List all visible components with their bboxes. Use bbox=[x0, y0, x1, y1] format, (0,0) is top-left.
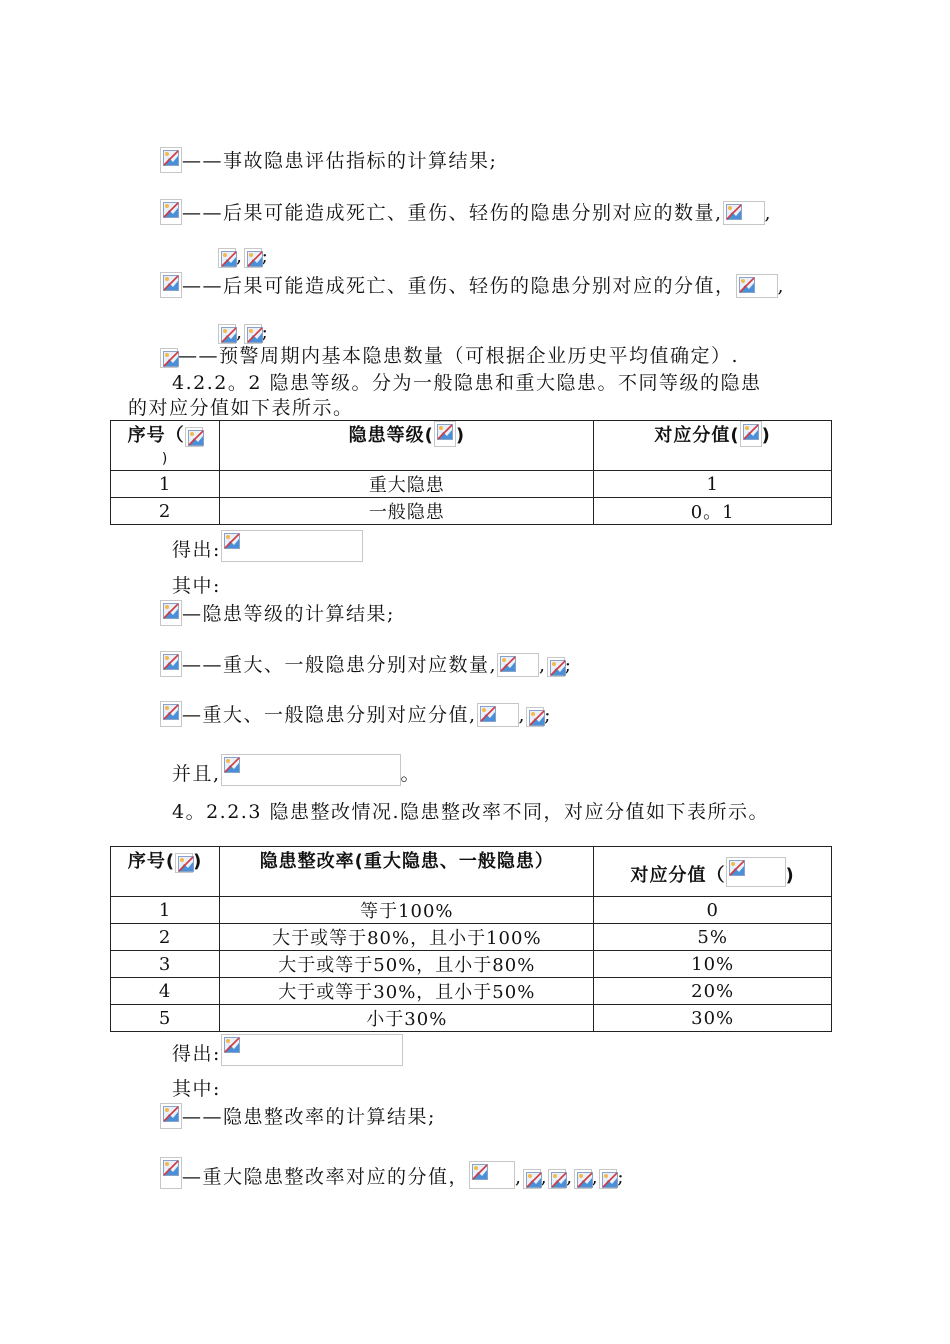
formula-image-icon bbox=[160, 1157, 182, 1189]
formula-image-icon bbox=[160, 701, 182, 727]
formula-image-icon bbox=[740, 421, 762, 447]
table-row: 2 一般隐患 0。1 bbox=[111, 498, 832, 525]
table-header-row bbox=[111, 421, 832, 471]
table-row: 4 大于或等于30%，且小于50% 20% bbox=[111, 978, 832, 1005]
rectification-rate-table bbox=[110, 846, 832, 1032]
formula-image-icon bbox=[574, 1169, 592, 1189]
definition-line-2: ——后果可能造成死亡、重伤、轻伤的隐患分别对应的数量, , bbox=[160, 199, 772, 225]
derive-line-2: 得出: bbox=[172, 1034, 403, 1066]
definition-line-2-continued: , ; bbox=[218, 244, 269, 268]
formula-image-icon bbox=[160, 348, 178, 368]
formula-image-icon bbox=[160, 651, 182, 677]
section-4-2-2-3-line: 4。2.2.3 隐患整改情况.隐患整改率不同，对应分值如下表所示。 bbox=[172, 801, 770, 823]
definition-line-5: —隐患等级的计算结果; bbox=[160, 600, 395, 626]
section-4-2-2-2-line-2: 的对应分值如下表所示。 bbox=[128, 397, 354, 419]
formula-image-icon bbox=[526, 707, 544, 727]
header-hazard-level: 隐患等级( ) bbox=[220, 421, 594, 471]
definition-line-6: ——重大、一般隐患分别对应数量, , ; bbox=[160, 651, 573, 677]
formula-image-icon bbox=[221, 1034, 403, 1066]
formula-image-icon bbox=[160, 1103, 182, 1129]
definition-line-9: —重大隐患整改率对应的分值， , , , , ; bbox=[160, 1157, 625, 1189]
formula-image-icon bbox=[160, 199, 182, 225]
derive-line-1: 得出: bbox=[172, 530, 363, 562]
formula-image-icon bbox=[221, 530, 363, 562]
table-row: 2 大于或等于80%，且小于100% 5% bbox=[111, 924, 832, 951]
definition-line-7: —重大、一般隐患分别对应分值, , ; bbox=[160, 701, 552, 727]
table-header-row bbox=[111, 847, 832, 897]
formula-image-icon bbox=[434, 421, 456, 447]
formula-image-icon bbox=[185, 427, 203, 447]
formula-image-icon bbox=[736, 274, 778, 298]
definition-line-1: ——事故隐患评估指标的计算结果; bbox=[160, 147, 497, 173]
section-4-2-2-2-line-1: 4.2.2。2 隐患等级。分为一般隐患和重大隐患。不同等级的隐患 bbox=[172, 372, 762, 394]
table-row: 1 等于100% 0 bbox=[111, 897, 832, 924]
formula-image-icon bbox=[497, 653, 539, 677]
header-index: 序号（ ) bbox=[111, 421, 220, 471]
definition-line-8: ——隐患整改率的计算结果; bbox=[160, 1103, 436, 1129]
definition-line-3: ——后果可能造成死亡、重伤、轻伤的隐患分别对应的分值， , bbox=[160, 272, 785, 298]
formula-image-icon bbox=[218, 324, 236, 344]
where-line-2: 其中: bbox=[172, 1078, 221, 1100]
hazard-level-table bbox=[110, 420, 832, 525]
table-row: 5 小于30% 30% bbox=[111, 1005, 832, 1032]
header-score: 对应分值（ ) bbox=[594, 847, 832, 897]
formula-image-icon bbox=[218, 248, 236, 268]
formula-image-icon bbox=[599, 1169, 617, 1189]
formula-image-icon bbox=[160, 272, 182, 298]
formula-image-icon bbox=[244, 324, 262, 344]
formula-image-icon bbox=[726, 857, 786, 887]
formula-image-icon bbox=[547, 657, 565, 677]
and-line: 并且, 。 bbox=[172, 754, 421, 786]
formula-image-icon bbox=[469, 1161, 515, 1189]
formula-image-icon bbox=[244, 248, 262, 268]
header-index: 序号( ) bbox=[111, 847, 220, 897]
header-rectification-rate: 隐患整改率(重大隐患、一般隐患） bbox=[220, 847, 594, 897]
formula-image-icon bbox=[160, 600, 182, 626]
header-score: 对应分值( ) bbox=[594, 421, 832, 471]
formula-image-icon bbox=[477, 703, 519, 727]
formula-image-icon bbox=[175, 853, 193, 873]
formula-image-icon bbox=[548, 1169, 566, 1189]
formula-image-icon bbox=[523, 1169, 541, 1189]
table-row: 3 大于或等于50%，且小于80% 10% bbox=[111, 951, 832, 978]
table-row: 1 重大隐患 1 bbox=[111, 471, 832, 498]
definition-line-3-continued: , ; bbox=[218, 320, 269, 344]
formula-image-icon bbox=[221, 754, 401, 786]
formula-image-icon bbox=[723, 201, 765, 225]
formula-image-icon bbox=[160, 147, 182, 173]
definition-line-4: ——预警周期内基本隐患数量（可根据企业历史平均值确定）. bbox=[160, 344, 739, 368]
where-line-1: 其中: bbox=[172, 575, 221, 597]
